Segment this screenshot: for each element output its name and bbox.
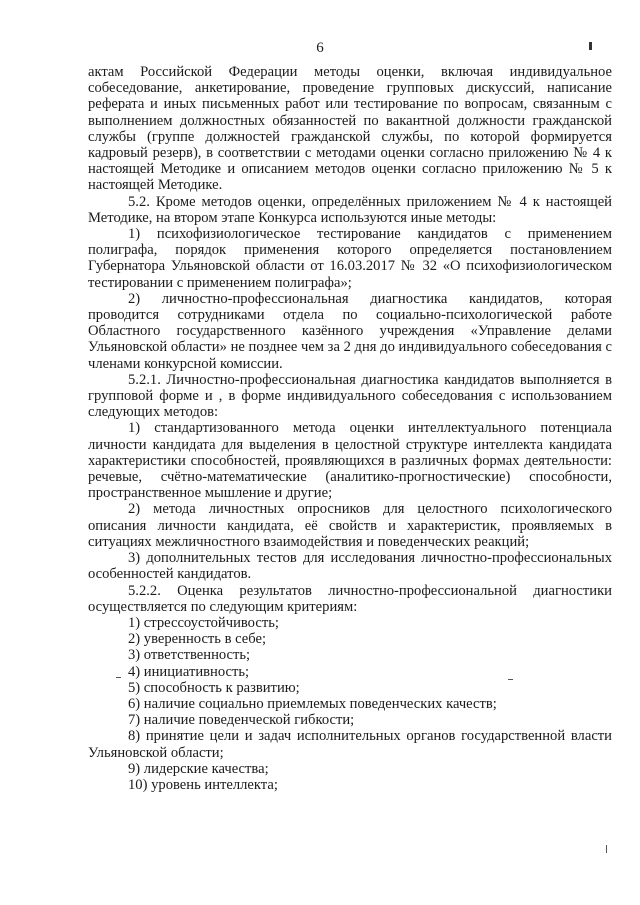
criteria-item: 9) лидерские качества; <box>128 760 269 777</box>
criteria-item: 10) уровень интеллекта; <box>128 776 278 793</box>
criteria-item: 3) ответственность; <box>128 647 251 664</box>
criteria-item: 2) уверенность в себе; <box>128 631 267 648</box>
diagnostic-method-2: 2) метода личностных опросников для целостного психологического описания личности кандидата, её свойств и характеристик, проявляемых в ситуациях межличностного взаимодействия и поведенческих реакций; <box>88 501 612 550</box>
page-number: 6 <box>316 40 324 56</box>
criteria-item: 8) принятие цели и задач исполнительных органов государственной власти Ульяновской области; <box>88 728 612 761</box>
method-item-1: 1) психофизиологическое тестирование кандидатов с применением полиграфа, порядок применения которого определяется постановлением Губернатора Ульяновской области от 16.03.2017 № 32 «О психофизиологическом тестировании с применением полиграфа»; <box>88 226 612 291</box>
paragraph-5-2: 5.2. Кроме методов оценки, определённых приложением № 4 к настоящей Методике, на втором этапе Конкурса используются иные методы: <box>88 193 612 226</box>
document-body <box>88 64 612 793</box>
paragraph-5-2-2: 5.2.2. Оценка результатов личностно-профессиональной диагностики осуществляется по следующим критериям: <box>88 582 612 615</box>
criteria-list <box>88 615 612 793</box>
method-item-2: 2) личностно-профессиональная диагностика кандидатов, которая проводится сотрудниками отдела по социально-психологической работе Областного государственного казённого учреждения «Управление делами Ульяновской области» не позднее чем за 2 дня до индивидуального собеседования с членами конкурсной комиссии. <box>88 290 612 372</box>
diagnostic-method-1: 1) стандартизованного метода оценки интеллектуального потенциала личности кандидата для выделения в целостной структуре интеллекта кандидата характеристики способностей, проявляющихся в различных формах деятельности: речевые, счётно-математические (аналитико-прогностические) способности, пространственное мышление и другие; <box>88 420 612 502</box>
paragraph-continuation: актам Российской Федерации методы оценки, включая индивидуальное собеседование, анкетирование, проведение групповых дискуссий, написание реферата и иных письменных работ или тестирование по вопросам, связанным с выполнением должностных обязанностей по вакантной должности гражданской службы (группе должностей гражданской службы, по которой формируется кадровый резерв), в соответствии с методами оценки согласно приложению № 4 к настоящей Методике и описанием методов оценки согласно приложению № 5 к настоящей Методике. <box>88 64 612 194</box>
scan-mark <box>508 679 513 680</box>
paragraph-5-2-1: 5.2.1. Личностно-профессиональная диагностика кандидатов выполняется в групповой форме и , в форме индивидуального собеседования с использованием следующих методов: <box>88 371 612 421</box>
criteria-item: 7) наличие поведенческой гибкости; <box>128 712 355 729</box>
scan-mark <box>606 845 607 853</box>
diagnostic-method-3: 3) дополнительных тестов для исследования личностно-профессиональных особенностей кандидатов. <box>88 550 612 583</box>
scan-mark <box>589 42 592 50</box>
criteria-item: 4) инициативность; <box>128 663 250 680</box>
criteria-item: 1) стрессоустойчивость; <box>128 614 279 631</box>
criteria-item: 5) способность к развитию; <box>128 679 300 696</box>
criteria-item: 6) наличие социально приемлемых поведенческих качеств; <box>128 695 497 712</box>
scan-mark <box>116 677 121 678</box>
